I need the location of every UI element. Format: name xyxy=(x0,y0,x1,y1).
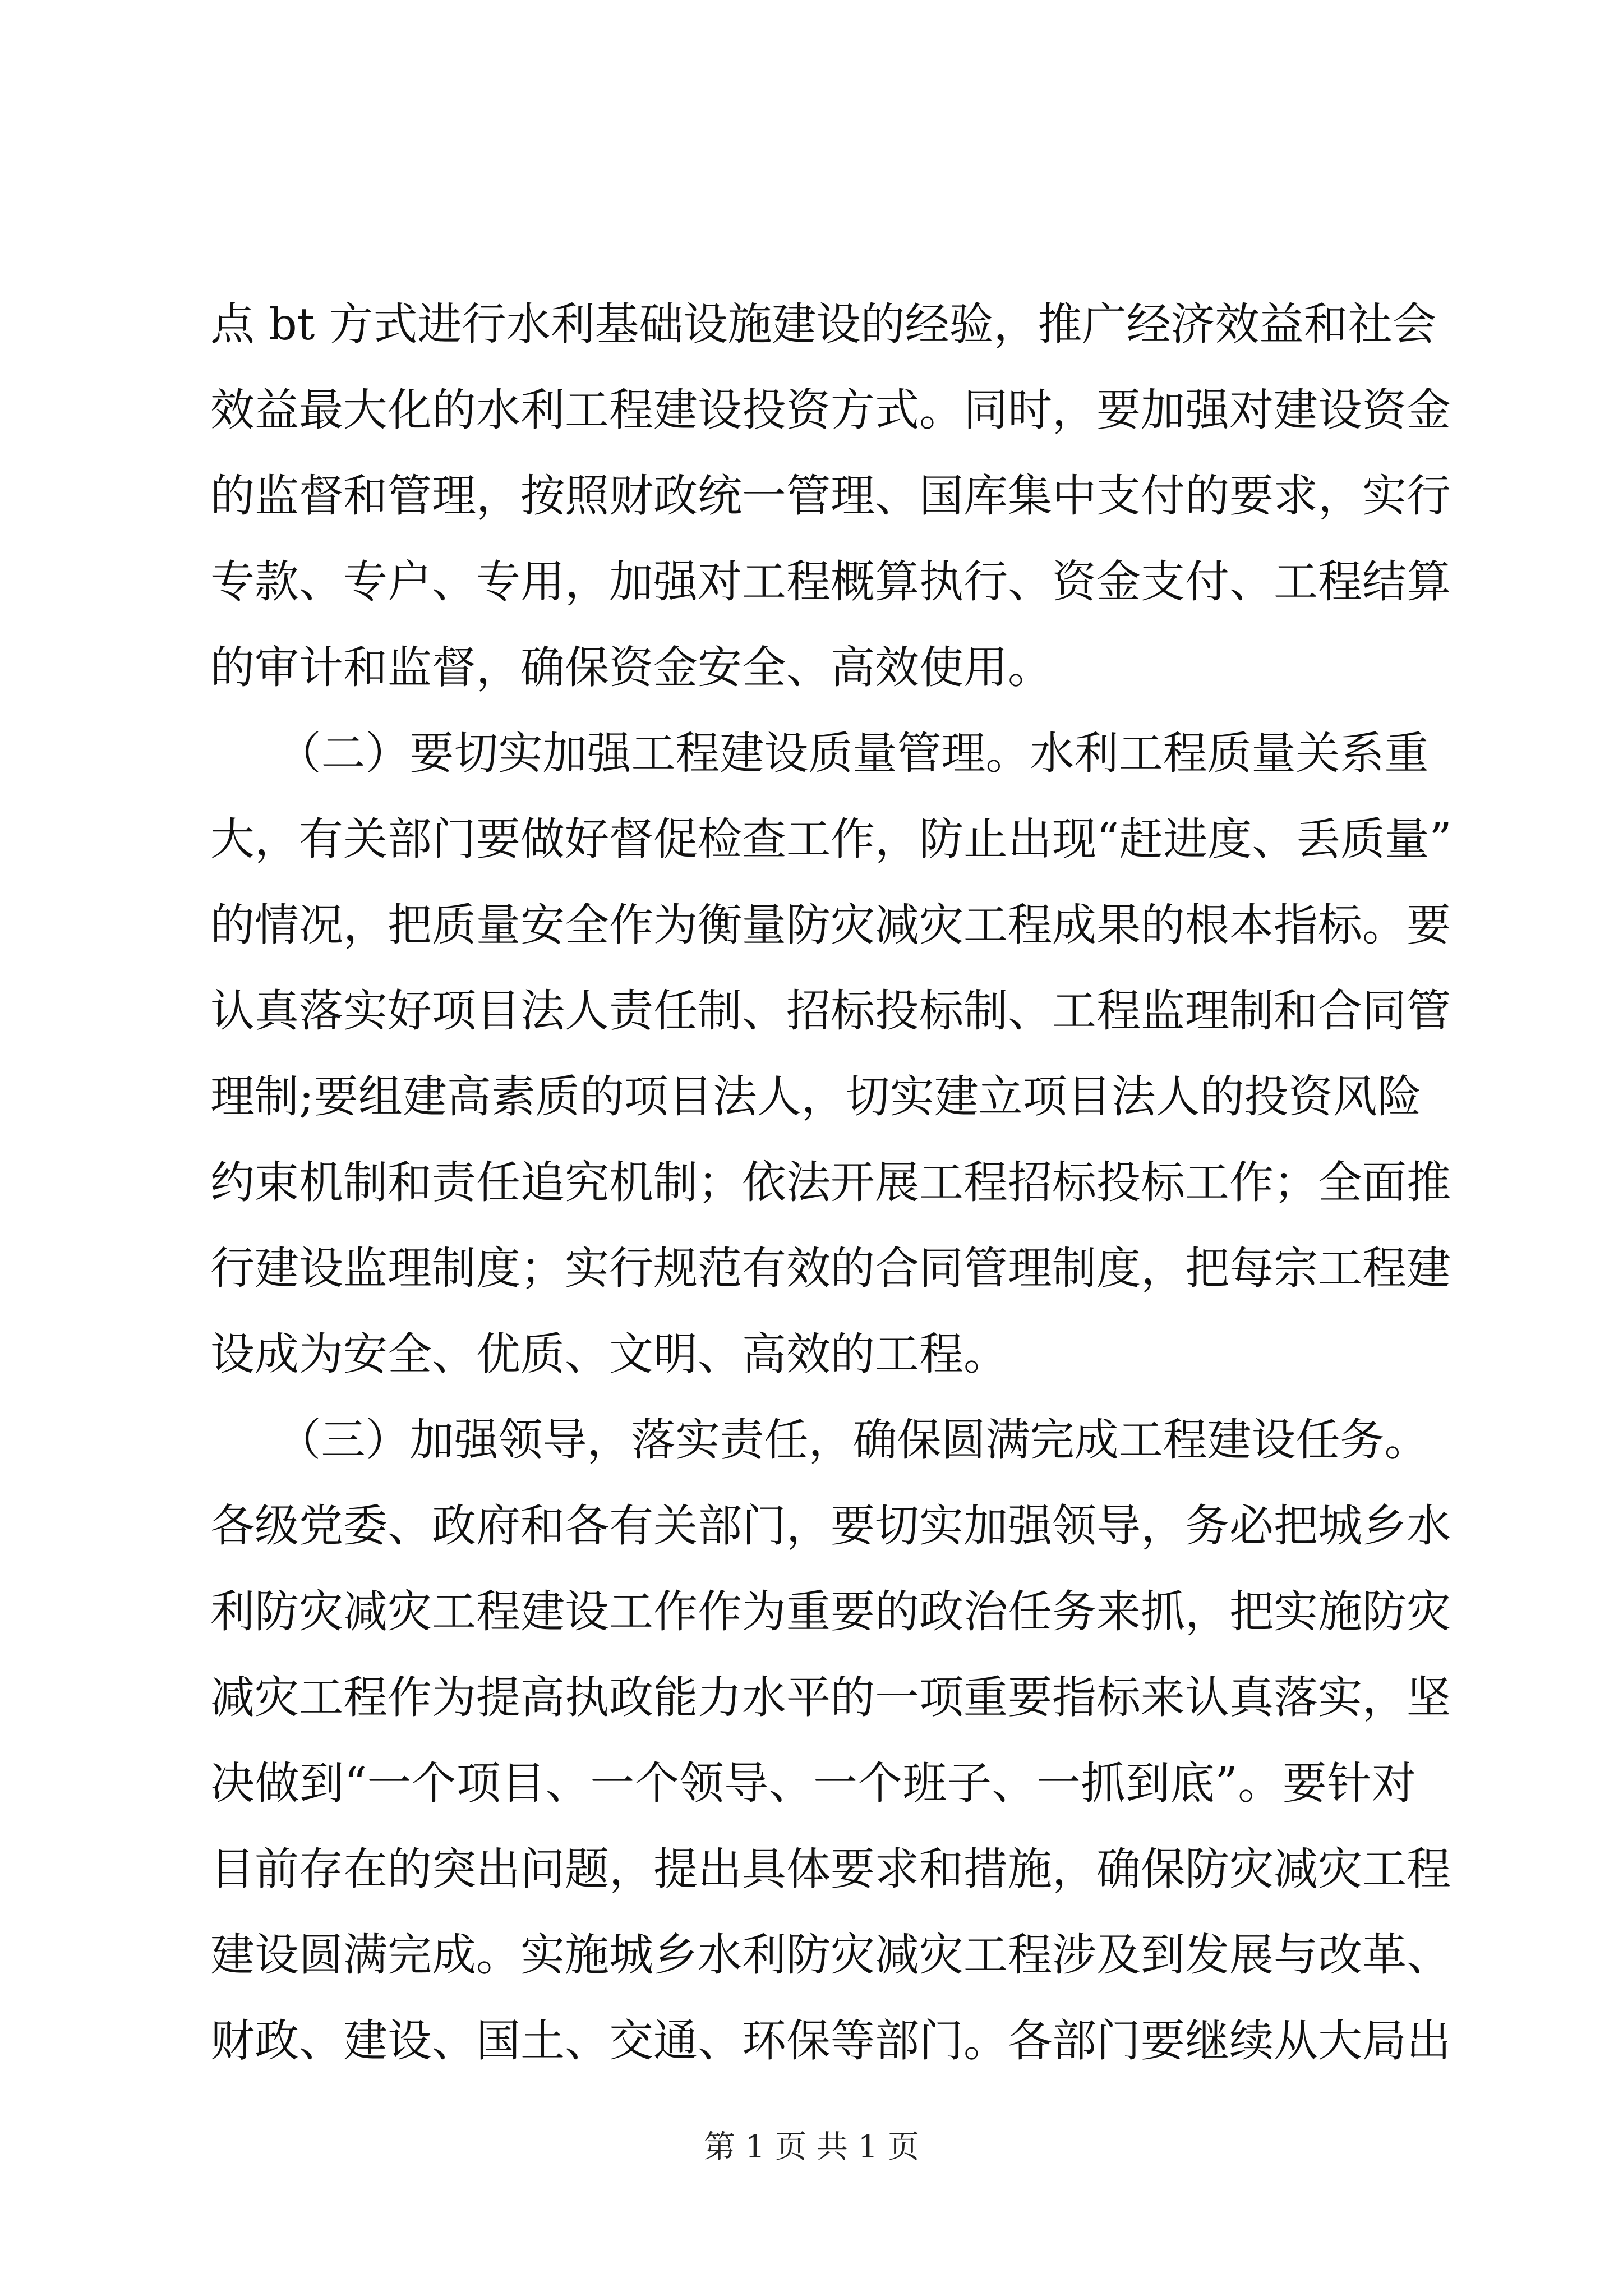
text-line: 建设圆满完成。实施城乡水利防灾减灾工程涉及到发展与改革、 xyxy=(210,1929,1451,1981)
text-line: 各级党委、政府和各有关部门，要切实加强领导，务必把城乡水 xyxy=(210,1500,1451,1552)
text-line: 利防灾减灾工程建设工作作为重要的政治任务来抓，把实施防灾 xyxy=(210,1586,1451,1637)
text-line: 减灾工程作为提高执政能力水平的一项重要指标来认真落实，坚 xyxy=(210,1672,1451,1723)
text-line: 理制;要组建高素质的项目法人，切实建立项目法人的投资风险 xyxy=(210,1071,1422,1122)
text-line: 认真落实好项目法人责任制、招标投标制、工程监理制和合同管 xyxy=(210,985,1451,1037)
text-line: 的审计和监督，确保资金安全、高效使用。 xyxy=(210,642,1052,693)
text-line: （三）加强领导，落实责任，确保圆满完成工程建设任务。 xyxy=(210,1414,1429,1466)
page-footer xyxy=(0,2128,1623,2167)
text-line: 决做到“一个项目、一个领导、一个班子、一抓到底”。要针对 xyxy=(210,1757,1416,1809)
text-line: 目前存在的突出问题，提出具体要求和措施，确保防灾减灾工程 xyxy=(210,1843,1451,1895)
text-line: 点 bt 方式进行水利基础设施建设的经验，推广经济效益和社会 xyxy=(210,298,1437,350)
text-line: 财政、建设、国土、交通、环保等部门。各部门要继续从大局出 xyxy=(210,2015,1451,2067)
text-line: （二）要切实加强工程建设质量管理。水利工程质量关系重 xyxy=(210,728,1429,779)
text-line: 约束机制和责任追究机制；依法开展工程招标投标工作；全面推 xyxy=(210,1157,1451,1208)
text-line: 专款、专户、专用，加强对工程概算执行、资金支付、工程结算 xyxy=(210,556,1451,608)
text-line: 的监督和管理，按照财政统一管理、国库集中支付的要求，实行 xyxy=(210,470,1451,522)
text-line: 效益最大化的水利工程建设投资方式。同时，要加强对建设资金 xyxy=(210,384,1451,436)
text-line: 的情况，把质量安全作为衡量防灾减灾工程成果的根本指标。要 xyxy=(210,899,1451,951)
text-line: 大，有关部门要做好督促检查工作，防止出现“赶进度、丢质量” xyxy=(210,813,1452,865)
page-number: 第 1 页 共 1 页 xyxy=(703,2129,920,2165)
text-line: 行建设监理制度；实行规范有效的合同管理制度，把每宗工程建 xyxy=(210,1243,1451,1294)
text-line: 设成为安全、优质、文明、高效的工程。 xyxy=(210,1328,1008,1380)
body-text xyxy=(210,296,1452,2099)
